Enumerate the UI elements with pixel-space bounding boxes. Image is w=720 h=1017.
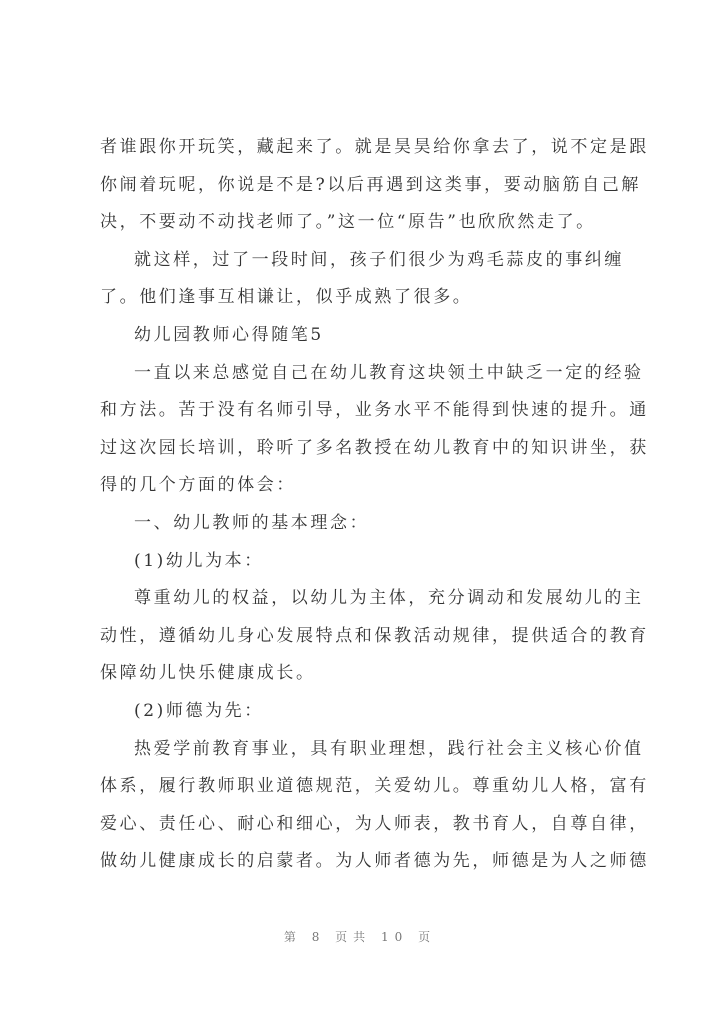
text-line: 过这次园长培训，聆听了多名教授在幼儿教育中的知识讲坐，获 <box>100 437 649 458</box>
text-line: 体系，履行教师职业道德规范，关爱幼儿。尊重幼儿人格，富有 <box>100 776 649 797</box>
text-line: 热爱学前教育事业，具有职业理想，践行社会主义核心价值 <box>134 738 644 759</box>
text-line: 和方法。苦于没有名师引导，业务水平不能得到快速的提升。通 <box>100 400 649 421</box>
text-line: 保障幼儿快乐健康成长。 <box>100 663 316 684</box>
text-line: (1)幼儿为本： <box>134 550 264 571</box>
text-line: 幼儿园教师心得随笔5 <box>134 324 324 345</box>
text-line: 得的几个方面的体会： <box>100 475 296 496</box>
text-line: 一、幼儿教师的基本理念： <box>134 512 370 533</box>
document-body <box>100 129 660 881</box>
text-line: 者谁跟你开玩笑，藏起来了。就是昊昊给你拿去了，说不定是跟 <box>100 137 649 157</box>
text-line: 尊重幼儿的权益，以幼儿为主体，充分调动和发展幼儿的主 <box>134 588 644 609</box>
text-line: 做幼儿健康成长的启蒙者。为人师者德为先，师德是为人之师德 <box>100 851 649 872</box>
text-line: 就这样，过了一段时间，孩子们很少为鸡毛蒜皮的事纠缠 <box>134 249 624 270</box>
text-line: 爱心、责任心、耐心和细心，为人师表，教书育人，自尊自律， <box>100 813 649 834</box>
text-line: 决，不要动不动找老师了。”这一位“原告”也欣欣然走了。 <box>100 212 596 233</box>
text-line: 一直以来总感觉自己在幼儿教育这块领土中缺乏一定的经验 <box>134 362 644 383</box>
text-line: 你闹着玩呢，你说是不是?以后再遇到这类事，要动脑筋自己解 <box>100 174 641 195</box>
text-line: 动性，遵循幼儿身心发展特点和保教活动规律，提供适合的教育 <box>100 625 649 646</box>
page-footer: 第 8 页共 10 页 <box>283 930 437 944</box>
text-line: 了。他们逢事互相谦让，似乎成熟了很多。 <box>100 287 473 308</box>
text-line: (2)师德为先： <box>134 700 264 721</box>
